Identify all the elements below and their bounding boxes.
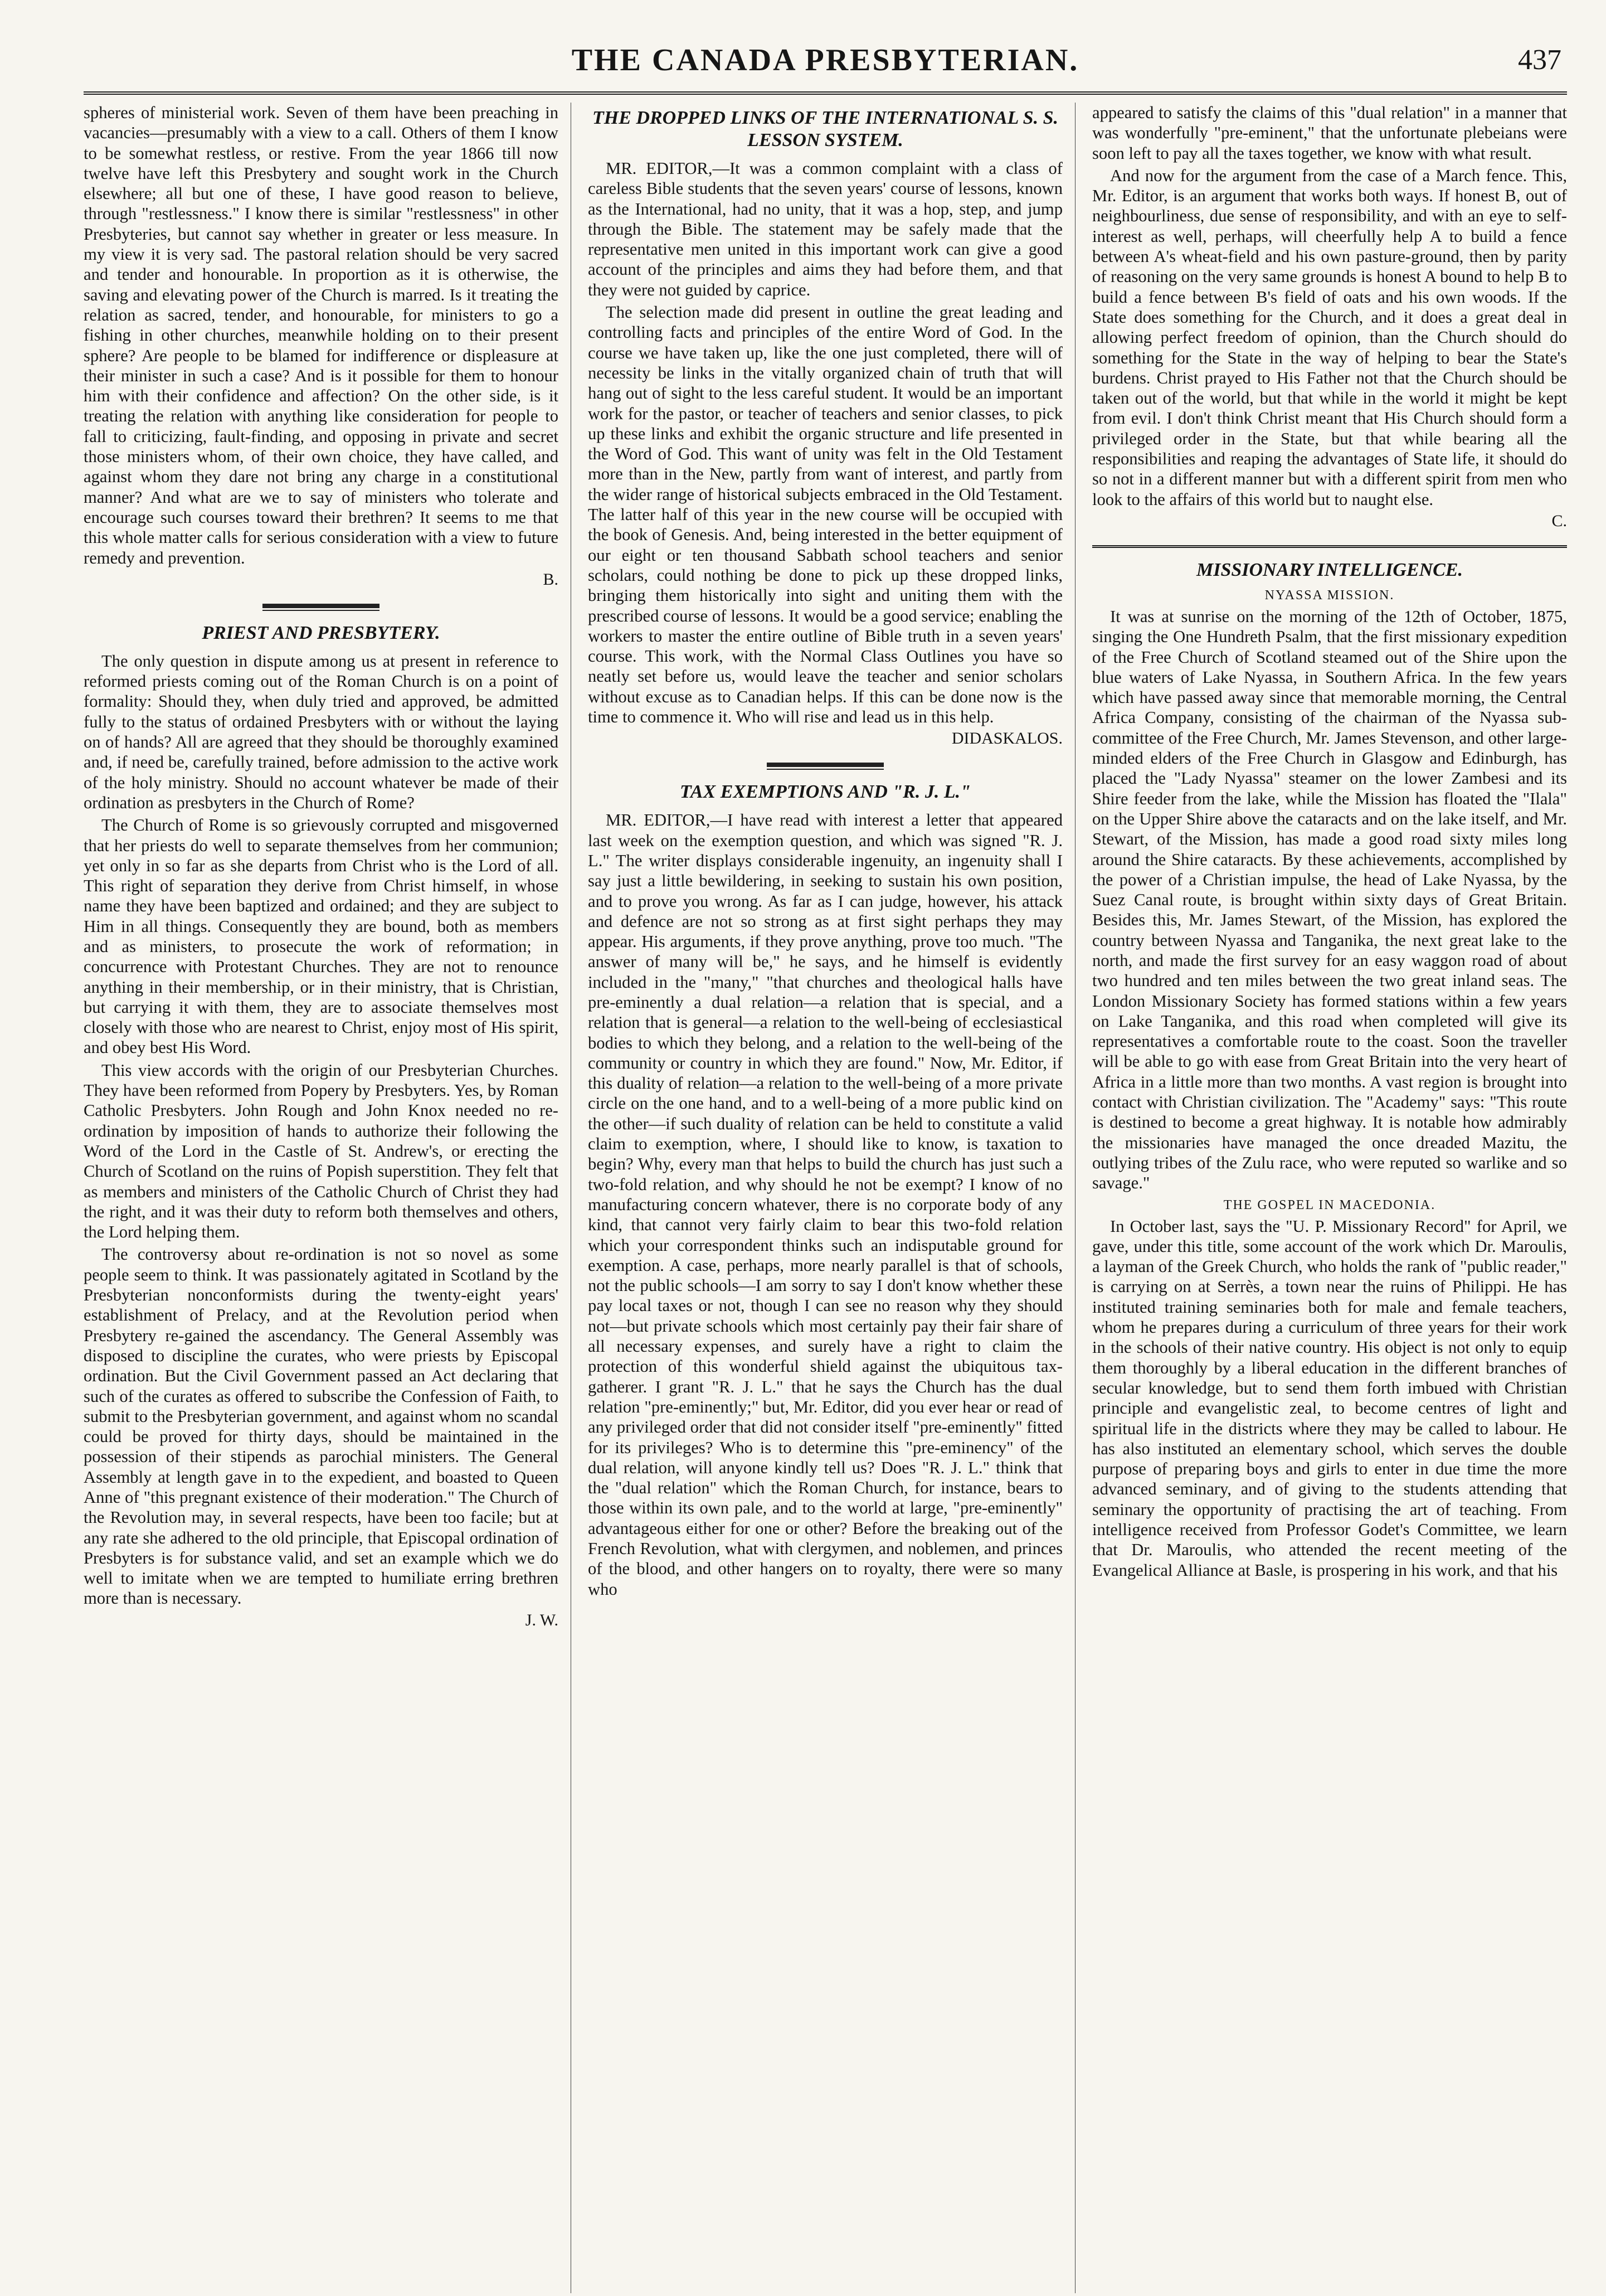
article-signature: J. W. xyxy=(525,1610,558,1629)
newspaper-title: THE CANADA PRESBYTERIAN. xyxy=(571,43,1079,77)
article-heading: MISSIONARY INTELLIGENCE. xyxy=(1196,559,1463,580)
section-subheading: THE GOSPEL IN MACEDONIA. xyxy=(1223,1197,1436,1212)
article-heading: THE DROPPED LINKS OF THE INTERNATIONAL S. S. LESSON SYSTEM. xyxy=(592,108,1058,151)
section-subheading: NYASSA MISSION. xyxy=(1264,588,1395,603)
paragraph: The selection made did present in outline the great leading and controlling facts and principles of the entire Word of God. In the course we have taken up, like the one just completed, there will of necessity be links in the vitally organized chain of truth that will hang out of sight to the less careful student. It would be an important work for the pastor, or teacher of teachers and senior classes, to pick up these links and exhibit the organic structure and life presented in the Word of God. This want of unity was felt in the Old Testament more than in the New, partly from want of interest, and partly from the wider range of historical subjects embraced in the Old Testament. The latter half of this year in the new course will be occupied with the book of Genesis. And, being interested in the better equipment of our eight or ten thousand Sabbath school teachers and senior scholars, could nothing be done to pick up these dropped links, bringing them historically into sight and uniting them with the prescribed course of lessons. It would be a good service; enabling the workers to master the entire outline of Bible truth in a seven years' course. This work, with the Normal Class Outlines you have so neatly set before us, would leave the teacher and senior scholars without excuse as to Canadian helps. If this can be done now is the time to commence it. Who will rise and lead us in this help. xyxy=(588,303,1063,727)
article-heading: TAX EXEMPTIONS AND "R. J. L." xyxy=(679,781,971,803)
text-columns xyxy=(84,103,1567,2293)
article-signature: C. xyxy=(1551,511,1567,530)
paragraph: The only question in dispute among us at present in reference to reformed priests coming out of the Roman Church is on a point of formality: Should they, when duly tried and approved, be admitted fully to the status of ordained Presbyters with or without the laying on of hands? All are agreed that they should be thoroughly examined and, if need be, carefully trained, before admission to the active work of the holy ministry. Should no account whatever be made of their ordination as presbyters in the Church of Rome? xyxy=(84,651,558,812)
article-signature: B. xyxy=(543,570,558,589)
section-divider xyxy=(1092,545,1567,548)
paragraph: MR. EDITOR,—It was a common complaint with a class of careless Bible students that the seven years' course of lessons, known as the International, had no unity, that it was a hop, step, and jump through the Bible. The statement may be safely made that the representative men united in this important work can give a good account of the principles and aims they had before them, and that they were not guided by caprice. xyxy=(588,159,1063,299)
article-heading: PRIEST AND PRESBYTERY. xyxy=(202,622,440,643)
paragraph: And now for the argument from the case of a March fence. This, Mr. Editor, is an argument that works both ways. If honest B, out of neighbourliness, due sense of responsibility, and with an eye to self-interest as well, perhaps, will cheerfully help A to build a fence between A's wheat-field and his own pasture-ground, then by parity of reasoning on the very same grounds is honest A bound to help B to build a fence between B's field of oats and his own woods. If the State does something for the Church, and it does a great deal in allowing perfect freedom of opinion, than the Church should do something for the State in the way of helping to bear the State's burdens. Christ prayed to His Father not that the Church should be taken out of the world, but that while in the world it might be kept from evil. I don't think Christ meant that His Church should form a privileged order in the State, but that while bearing all the responsibilities and reaping the advantages of State life, it should do so not in a different manner but with a different spirit from men who look to the affairs of this world but to naught else. xyxy=(1092,166,1567,509)
paragraph: The controversy about re-ordination is not so novel as some people seem to think. It was passionately agitated in Scotland by the Presbyterian nonconformists during the twenty-eight years' establishment of Prelacy, and at the Revolution period when Presbytery re-gained the ascendancy. The General Assembly was disposed to discipline the curates, who were priests by Episcopal ordination. But the Civil Government passed an Act declaring that such of the curates as offered to subscribe the Confession of Faith, to submit to the Presbyterian government, and against whom no scandal could be proved for thirty days, should be maintained in the possession of their stipends as parochial ministers. The General Assembly at length gave in to the expedient, and boasted to Queen Anne of "this pregnant existence of their moderation." The Church of the Revolution may, in several respects, have been too facile; but at any rate she adhered to the old principle, that Episcopal ordination of Presbyters is for substance valid, and set an example which we do well to imitate when we are tempted to humiliate erring brethren more than is necessary. xyxy=(84,1245,558,1608)
column-3 xyxy=(1092,103,1567,2293)
paragraph: In October last, says the "U. P. Missionary Record" for April, we gave, under this title, some account of the work which Dr. Maroulis, a layman of the Greek Church, who holds the rank of "public reader," is carrying on at Serrès, a town near the ruins of Philippi. He has instituted training seminaries both for male and female teachers, whom he prepares during a curriculum of three years for their work in the schools of their native country. His object is not only to equip them thoroughly by a liberal education in the different branches of secular knowledge, but to send them forth imbued with Christian principle and evangelistic zeal, to become centres of light and spiritual life in the districts where they may be called to labour. He has also instituted an elementary school, which serves the double purpose of preparing boys and girls to enter in due time the more advanced seminary, and of giving to the students attending that seminary the opportunity of practising the art of teaching. From intelligence received from Professor Godet's Committee, we learn that Dr. Maroulis, who attended the recent meeting of the Evangelical Alliance at Basle, is prospering in his work, and that his xyxy=(1092,1216,1567,1580)
paragraph: This view accords with the origin of our Presbyterian Churches. They have been reformed from Popery by Presbyters. Yes, by Roman Catholic Presbyters. John Rough and John Knox needed no re-ordination by imposition of hands to authorize their following the Word of the Lord in the Castle of St. Andrew's, or erecting the Church of Scotland on the ruins of Popish superstition. They felt that as members and ministers of the Catholic Church of Christ they had the right, and it was their duty to reform both themselves and others, the Lord helping them. xyxy=(84,1060,558,1242)
paragraph: MR. EDITOR,—I have read with interest a letter that appeared last week on the exemption question, and which was signed "R. J. L." The writer displays considerable ingenuity, an ingenuity shall I say just a little bewildering, in seeking to sustain his own position, and to prove you wrong. As far as I can judge, however, his attack and defence are not so strong as at first sight perhaps they may appear. His arguments, if they prove anything, prove too much. "The answer of many will be," he says, and he himself is evidently included in the "many," "that churches and theological halls have pre-eminently a dual relation—a relation that is special, and a relation that is general—a relation to the well-being of ecclesiastical bodies to which they belong, and a relation to the well-being of the community or country in which they are found." Now, Mr. Editor, if this duality of relation—a relation to the well-being of a more private circle on the one hand, and to a well-being of a more public kind on the other—if such duality of relation can be held to constitute a valid claim to exemption, where, I should like to know, is taxation to begin? Why, every man that helps to build the church has just such a two-fold relation, and why should he not be exempt? I know of no manufacturing concern whatever, there is no corporate body of any kind, that cannot very fairly claim to bear this two-fold relation which your correspondent thinks such an indisputable ground for exemption. A case, perhaps, more nearly parallel is that of schools, not the public schools—I am sorry to say I don't know whether these pay local taxes or not, though I can see no reason why they should not—but private schools which most certainly pay their fair share of all necessary expenses, and surely have a right to claim the protection of this wonderful shield against the ubiquitous tax-gatherer. I grant "R. J. L." that he says the Church has the dual relation "pre-eminently;" but, Mr. Editor, did you ever hear or read of any privileged order that did not consider itself "pre-eminently" fitted for its privileges? Who is to determine this "pre-eminency" of the dual relation, will anyone kindly tell us? Does "R. J. L." think that the "dual relation" which the Roman Church, for instance, bears to those within its own pale, and to the world at large, "pre-eminently" advantageous either for one or other? Before the breaking out of the French Revolution, what with clergymen, and noblemen, and princes of the blood, and other hangers on to royalty, there were so many who xyxy=(588,810,1063,1599)
column-1 xyxy=(84,103,571,2293)
section-divider xyxy=(767,763,884,770)
section-divider xyxy=(262,604,379,611)
column-2 xyxy=(588,103,1075,2293)
paragraph: It was at sunrise on the morning of the 12th of October, 1875, singing the One Hundreth Psalm, that the first missionary expedition of the Free Church of Scotland steamed out of the Shire upon the blue waters of Lake Nyassa, in Southern Africa. In the few years which have passed away since that memorable morning, the Central Africa Company, consisting of the chairman of the Nyassa sub-committee of the Free Church, Mr. James Stevenson, and other large-minded elders of the Free Church in Glasgow and Edinburgh, has placed the "Lady Nyassa" steamer on the lower Zambesi and its Shire feeder from the lake, while the Mission has floated the "Ilala" on the Upper Shire above the cataracts and on the lake itself, and Mr. Stewart, of the Mission, has made a good road sixty miles long around the Shire cataracts. By these achievements, accomplished by the power of a Christian impulse, the head of Lake Nyassa, by the Suez Canal route, is brought within sixty days of Great Britain. Besides this, Mr. James Stewart, of the Mission, has explored the country between Nyassa and Tanganika, the next great lake to the north, and made the first survey for an easy waggon road of about two hundred and ten miles between the two great inland seas. The London Missionary Society has formed stations within a few years on Lake Tanganika, and this road when completed will give its representatives a comfortable route to the coast. Soon the traveller will be able to go with ease from Great Britain into the very heart of Africa in a little more than two months. A vast region is brought into contact with Christian civilization. The "Academy" says: "This route is destined to become a great highway. It is notable how admirably the missionaries have managed the once dreaded Mazitu, the outlying tribes of the Zulu race, who were reputed so warlike and so savage." xyxy=(1092,606,1567,1193)
page-number: 437 xyxy=(1518,44,1561,76)
masthead xyxy=(84,40,1567,95)
paragraph: spheres of ministerial work. Seven of them have been preaching in vacancies—presumably with a view to a call. Others of them I know to be somewhat restless, or restive. From the year 1866 till now twelve have left this Presbytery and sought work in the Church elsewhere; all but one of these, I have good reason to believe, through "restlessness." I know there is similar "restlessness" in other Presbyteries, but cannot say whether in greater or less measure. In my view it is very sad. The pastoral relation should be very sacred and tender and honourable. In proportion as it is otherwise, the saving and elevating power of the Church is marred. Is it treating the relation as sacred, tender, and honourable, for ministers to go a fishing in other churches, meanwhile holding on to their present sphere? Are people to be blamed for indifference or displeasure at their minister in such a case? And is it possible for them to honour him with their confidence and affection? On the other side, is it treating the relation with anything like consideration for people to fall to criticizing, fault-finding, and opposing in private and secret those ministers whom, of their own choice, they have called, and against whom they dare not bring any charge in a constitutional manner? And what are we to say of ministers who tolerate and encourage such courses toward their brethren? It seems to me that this whole matter calls for serious consideration with a view to future remedy and prevention. xyxy=(84,103,558,567)
paragraph: appeared to satisfy the claims of this "dual relation" in a manner that was wonderfully "pre-eminent," that the unfortunate plebeians were soon left to pay all the taxes together, we know with what result. xyxy=(1092,103,1567,163)
article-signature: DIDASKALOS. xyxy=(951,729,1063,748)
paragraph: The Church of Rome is so grievously corrupted and misgoverned that her priests do well to separate themselves from her communion; yet only in so far as she departs from Christ who is the Lord of all. This right of separation they derive from Christ himself, in whose name they have been baptized and ordained; and they are subject to Him in all things. Consequently they are bound, both as members and as ministers, to prosecute the work of reformation; in concurrence with Protestant Churches. They are not to renounce anything in their membership, or in their ministry, that is Christian, but carrying it with them, they are to associate themselves most closely with those who are nearest to Christ, enjoy most of His spirit, and obey best His Word. xyxy=(84,816,558,1057)
